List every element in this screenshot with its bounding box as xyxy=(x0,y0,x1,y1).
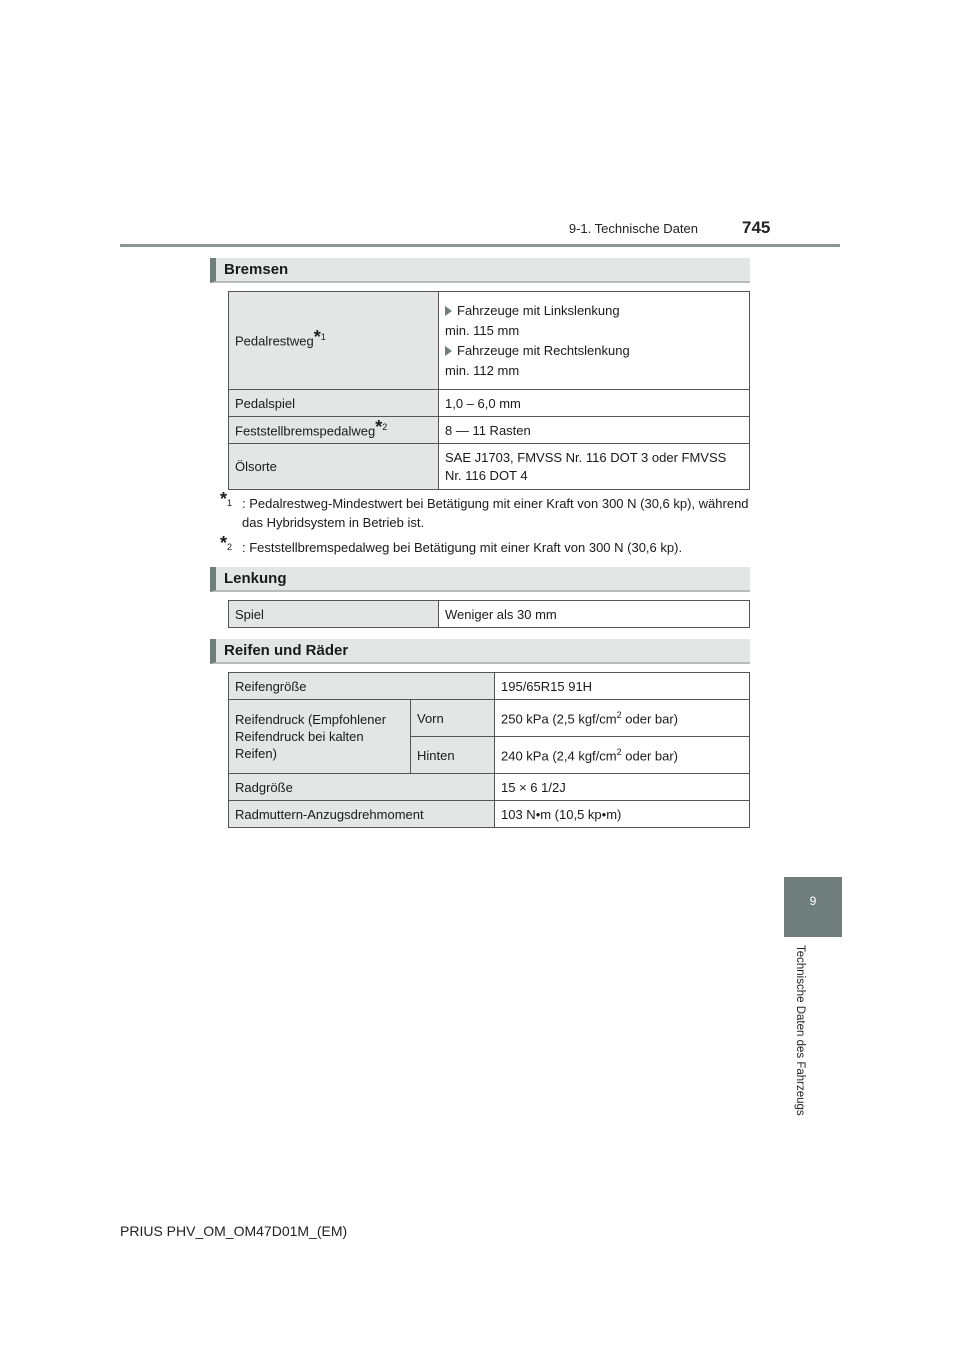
footnote-1-text: : Pedalrestweg-Mindestwert bei Betätigung mit einer Kraft von 300 N (30,6 kp), während das Hybridsystem in Betrieb ist. xyxy=(242,496,749,530)
table-row xyxy=(229,390,750,417)
rhd-label: Fahrzeuge mit Rechtslenkung xyxy=(457,343,630,358)
footnote-2 xyxy=(220,533,760,557)
triangle-bullet-icon xyxy=(445,346,452,356)
parking-brake-label: Feststellbremspedalweg xyxy=(235,423,376,439)
page-number: 745 xyxy=(742,218,771,237)
steering-title: Lenkung xyxy=(224,570,287,587)
lhd-label: Fahrzeuge mit Linkslenkung xyxy=(457,303,620,318)
pedal-play-value: 1,0 – 6,0 mm xyxy=(439,390,750,417)
wheel-size-value: 15 × 6 1/2J xyxy=(495,774,750,801)
tires-table xyxy=(228,672,750,828)
tires-title: Reifen und Räder xyxy=(224,642,349,659)
footnote-2-text: : Feststellbremspedalweg bei Betätigung mit einer Kraft von 300 N (30,6 kp). xyxy=(242,540,683,555)
rear-exponent: 2 xyxy=(616,746,622,757)
table-row xyxy=(229,444,750,490)
parking-brake-label-cell xyxy=(229,417,439,444)
triangle-bullet-icon xyxy=(445,306,452,316)
footnote-ref-1: 1 xyxy=(320,332,326,343)
header-divider xyxy=(120,244,840,247)
chapter-tab[interactable]: 9 xyxy=(784,877,842,937)
fluid-value: SAE J1703, FMVSS Nr. 116 DOT 3 oder FMVSS Nr. 116 DOT 4 xyxy=(439,444,750,490)
rear-value-cell xyxy=(495,737,750,774)
rhd-line xyxy=(445,343,743,358)
tires-heading xyxy=(210,639,750,664)
brakes-heading xyxy=(210,258,750,283)
nut-torque-value: 103 N•m (10,5 kp•m) xyxy=(495,801,750,828)
front-value-unit: oder bar) xyxy=(621,711,679,727)
front-value-cell xyxy=(495,700,750,737)
footnote-star: * xyxy=(220,533,228,553)
pedal-travel-label-cell xyxy=(229,292,439,390)
brakes-table xyxy=(228,291,750,490)
lhd-value: min. 115 mm xyxy=(445,323,520,338)
footnote-2-number: 2 xyxy=(227,542,233,552)
table-row xyxy=(229,801,750,828)
steering-heading xyxy=(210,567,750,592)
front-exponent: 2 xyxy=(616,709,622,720)
front-value: 250 kPa (2,5 kgf/cm xyxy=(501,711,617,727)
rhd-value: min. 112 mm xyxy=(445,363,520,378)
tire-size-label: Reifengröße xyxy=(229,673,495,700)
lhd-line xyxy=(445,303,743,318)
footnote-star: * xyxy=(220,489,228,509)
tire-pressure-label: Reifendruck (Empfohlener Reifendruck bei kalten Reifen) xyxy=(229,700,411,774)
nut-torque-label: Radmuttern-Anzugsdrehmoment xyxy=(229,801,495,828)
table-row xyxy=(229,292,750,390)
steering-play-value: Weniger als 30 mm xyxy=(439,601,750,628)
table-row xyxy=(229,601,750,628)
rear-value: 240 kPa (2,4 kgf/cm xyxy=(501,748,617,764)
steering-play-label: Spiel xyxy=(229,601,439,628)
table-row xyxy=(229,700,750,737)
wheel-size-label: Radgröße xyxy=(229,774,495,801)
rear-value-unit: oder bar) xyxy=(621,748,679,764)
chapter-label: Technische Daten des Fahrzeugs xyxy=(794,945,806,1116)
front-label: Vorn xyxy=(411,700,495,737)
table-row xyxy=(229,774,750,801)
footnote-ref-2: 2 xyxy=(382,421,388,432)
brakes-title: Bremsen xyxy=(224,261,289,278)
parking-brake-value: 8 — 11 Rasten xyxy=(439,417,750,444)
footnote-star: * xyxy=(313,327,321,348)
fluid-label: Ölsorte xyxy=(229,444,439,490)
footnote-2-marker xyxy=(220,533,233,560)
table-row xyxy=(229,417,750,444)
pedal-travel-label: Pedalrestweg xyxy=(235,333,314,349)
footnote-1-marker xyxy=(220,489,233,516)
rear-label: Hinten xyxy=(411,737,495,774)
steering-table xyxy=(228,600,750,628)
table-row xyxy=(229,673,750,700)
pedal-travel-value-cell xyxy=(439,292,750,390)
section-title: 9-1. Technische Daten xyxy=(568,221,698,236)
footnote-1-number: 1 xyxy=(227,498,233,508)
document-footer: PRIUS PHV_OM_OM47D01M_(EM) xyxy=(120,1223,348,1239)
pedal-play-label: Pedalspiel xyxy=(229,390,439,417)
footnote-1 xyxy=(220,489,760,532)
footnote-star: * xyxy=(375,416,383,437)
tire-size-value: 195/65R15 91H xyxy=(495,673,750,700)
